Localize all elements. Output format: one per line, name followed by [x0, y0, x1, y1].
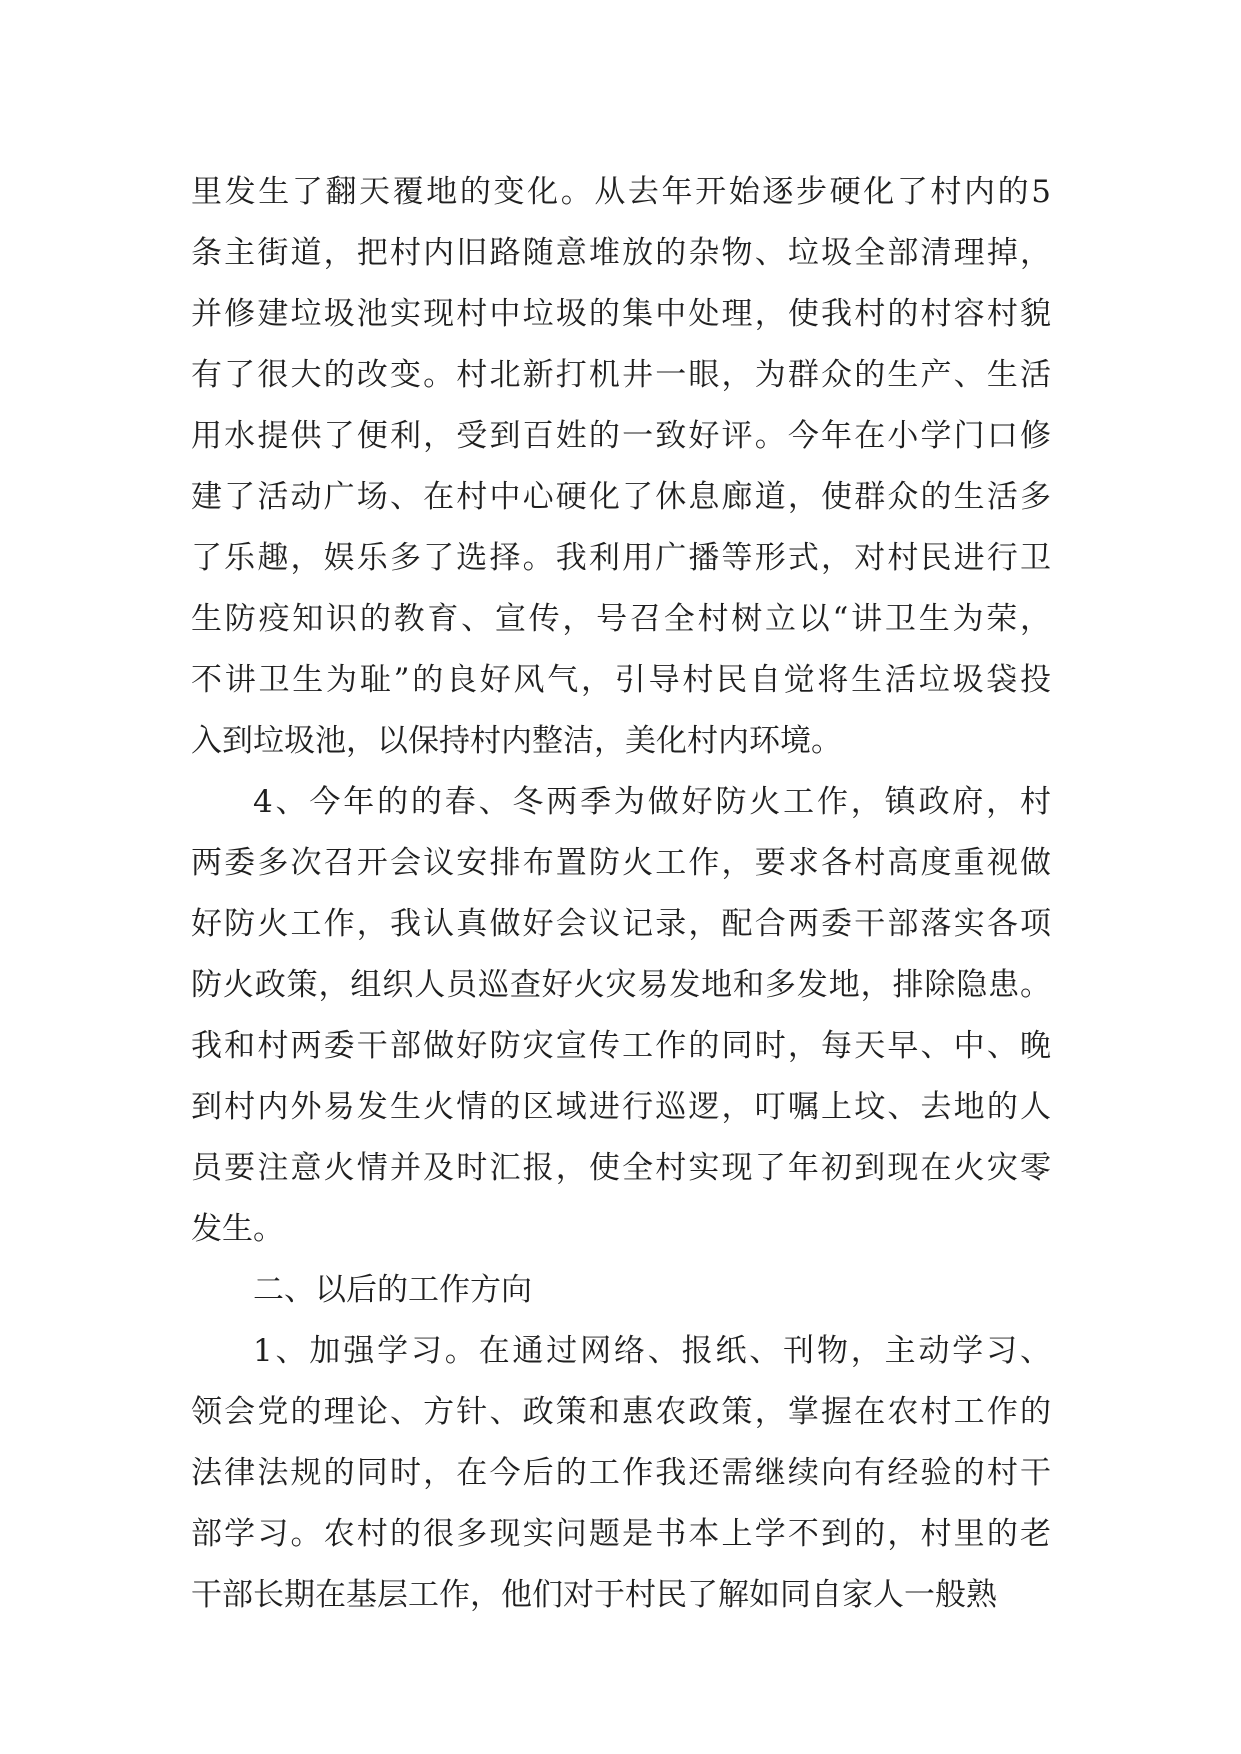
text-line: 我和村两委干部做好防灾宣传工作的同时，每天早、中、晚	[191, 1028, 1051, 1064]
text-line: 部学习。农村的很多现实问题是书本上学不到的，村里的老	[191, 1516, 1051, 1552]
text-line: 1、加强学习。在通过网络、报纸、刊物，主动学习、	[253, 1333, 1051, 1369]
text-line: 两委多次召开会议安排布置防火工作，要求各村高度重视做	[191, 845, 1051, 881]
text-line: 入到垃圾池，以保持村内整洁，美化村内环境。	[191, 723, 842, 759]
text-line: 不讲卫生为耻”的良好风气，引导村民自觉将生活垃圾袋投	[191, 662, 1051, 698]
paragraph-fire-prevention	[191, 772, 1051, 1260]
text-line: 员要注意火情并及时汇报，使全村实现了年初到现在火灾零	[191, 1150, 1051, 1186]
text-line: 法律法规的同时，在今后的工作我还需继续向有经验的村干	[191, 1455, 1051, 1491]
text-line: 到村内外易发生火情的区域进行巡逻，叮嘱上坟、去地的人	[191, 1089, 1051, 1125]
paragraph-village-improvements	[191, 162, 1051, 772]
paragraph-section-heading	[191, 1260, 1051, 1321]
text-line: 条主街道，把村内旧路随意堆放的杂物、垃圾全部清理掉，	[191, 235, 1051, 271]
text-line: 里发生了翻天覆地的变化。从去年开始逐步硬化了村内的5	[191, 174, 1051, 210]
text-line: 二、以后的工作方向	[253, 1272, 532, 1308]
text-line: 并修建垃圾池实现村中垃圾的集中处理，使我村的村容村貌	[191, 296, 1051, 332]
text-line: 好防火工作，我认真做好会议记录，配合两委干部落实各项	[191, 906, 1051, 942]
text-line: 防火政策，组织人员巡查好火灾易发地和多发地，排除隐患。	[191, 967, 1051, 1003]
text-line: 4、今年的的春、冬两季为做好防火工作，镇政府，村	[253, 784, 1051, 820]
text-line: 有了很大的改变。村北新打机井一眼，为群众的生产、生活	[191, 357, 1051, 393]
text-line: 用水提供了便利，受到百姓的一致好评。今年在小学门口修	[191, 418, 1051, 454]
text-line: 干部长期在基层工作，他们对于村民了解如同自家人一般熟	[191, 1577, 997, 1613]
document-body	[191, 162, 1051, 1626]
paragraph-study	[191, 1321, 1051, 1626]
text-line: 领会党的理论、方针、政策和惠农政策，掌握在农村工作的	[191, 1394, 1051, 1430]
text-line: 发生。	[191, 1211, 284, 1247]
text-line: 建了活动广场、在村中心硬化了休息廊道，使群众的生活多	[191, 479, 1051, 515]
text-line: 了乐趣，娱乐多了选择。我利用广播等形式，对村民进行卫	[191, 540, 1051, 576]
text-line: 生防疫知识的教育、宣传，号召全村树立以“讲卫生为荣，	[191, 601, 1051, 637]
